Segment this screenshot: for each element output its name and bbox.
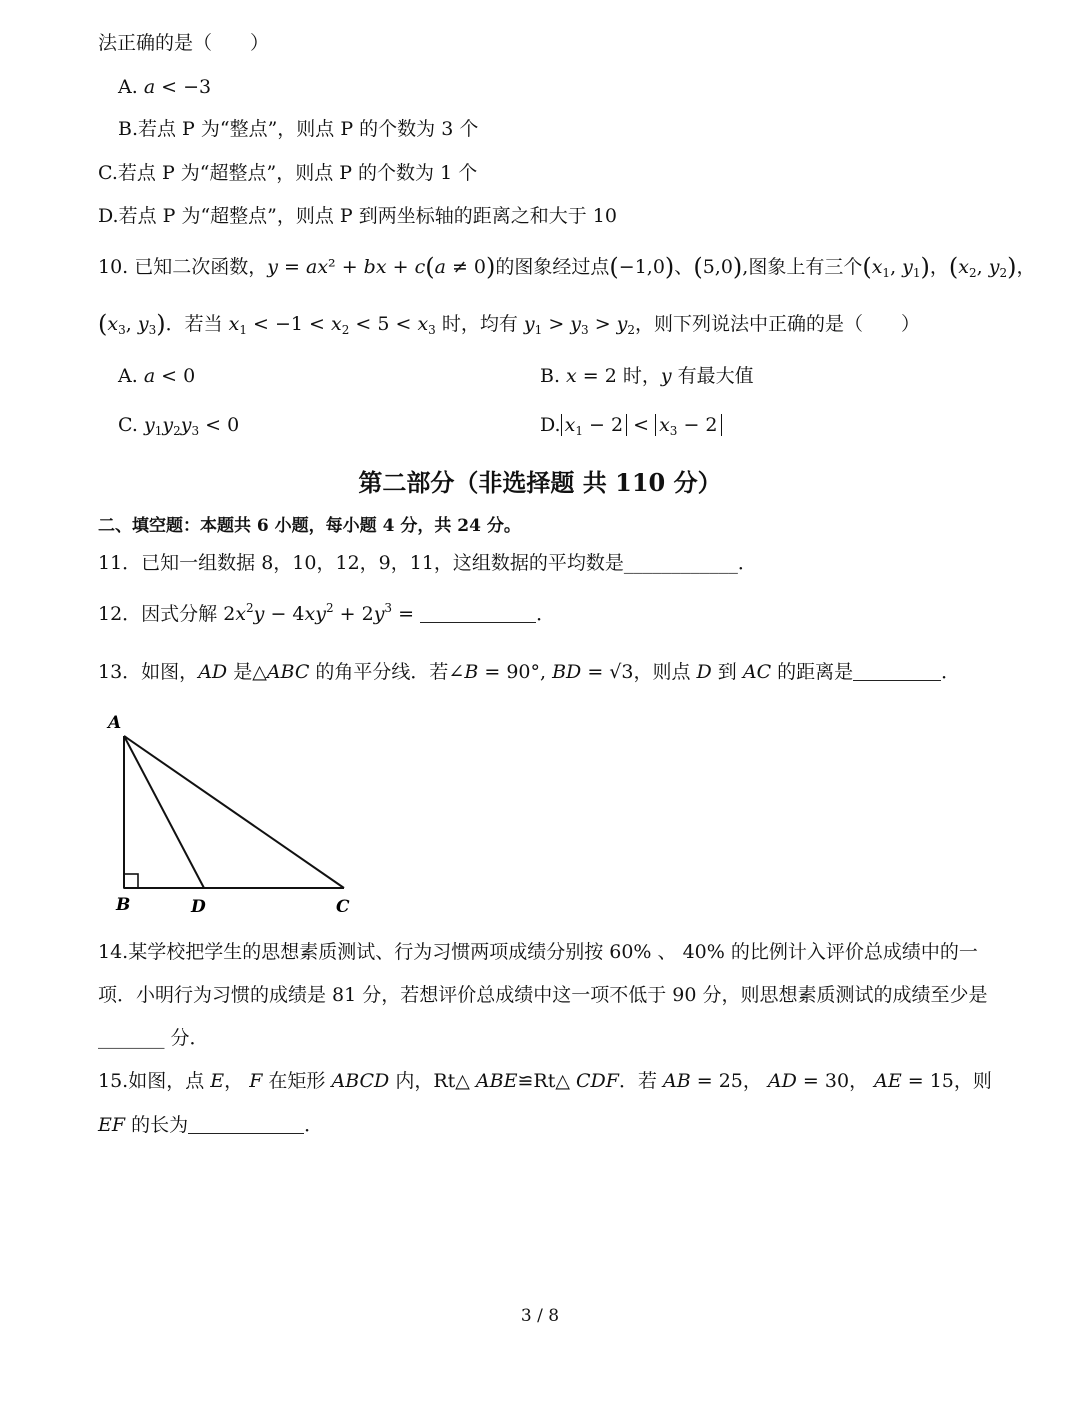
q10-option-b: B. x = 2 时，y 有最大值 [540,365,754,387]
q11: 11．已知一组数据 8，10，12，9，11，这组数据的平均数是____________． [98,552,757,574]
q10-option-a: A. a < 0 [118,365,196,387]
q10-option-d: D. $x_1 - 2 < x_3 - 2$ [540,413,722,437]
q9-tail: 法正确的是（ ） [98,32,270,54]
label-a: A [108,713,122,733]
q9-option-d: D.若点 P 为“超整点”，则点 P 到两坐标轴的距离之和大于 10 [98,205,617,227]
q15-line1: 15.如图，点 E， F 在矩形 ABCD 内，Rt△ ABE≌Rt△ CDF．若 AB = 25， AD = 30， AE = 15，则 [98,1070,992,1092]
q12: 12．因式分解 $2x^2y - 4xy^2 + 2y^3$ = ． [98,601,556,625]
label-c: C [336,897,350,917]
q9-option-a: A. a < −3 [118,76,212,98]
q9-option-c: C.若点 P 为“超整点”，则点 P 的个数为 1 个 [98,162,478,184]
q14-line2: 项．小明行为习惯的成绩是 81 分，若想评价总成绩中这一项不低于 90 分，则思想素质测试的成绩至少是 [98,984,988,1006]
part2-title: 第二部分（非选择题 共 110 分） [358,468,722,497]
q10-line2: ($x_3$, $y_3$)．若当 $x_1 < -1 < x_2 < 5 < x_3$ 时，均有 $y_1 > y_3 > y_2$，则下列说法中正确的是（ ） [98,310,921,338]
section2-heading: 二、填空题：本题共 6 小题，每小题 4 分，共 24 分。 [98,516,521,536]
q13: 13．如图，AD 是△ABC 的角平分线．若∠B = 90°, BD = √3，则点 D 到 AC 的距离是 ． [98,661,961,683]
q9-option-b: B.若点 P 为“整点”，则点 P 的个数为 3 个 [118,118,479,140]
q10-line1: 10. 已知二次函数，y = ax² + bx + c(a ≠ 0)的图象经过点(−1,0)、(5,0),图象上有三个($x_1$, $y_1$)，($x_2$, $y_2$)， [98,253,1036,281]
label-b: B [116,895,131,915]
page-number: 3 / 8 [520,1306,560,1326]
q15-line2: EF 的长为 ． [98,1114,324,1136]
label-d: D [191,897,206,917]
q14-line3: _______ 分． [98,1027,209,1049]
q14-line1: 14.某学校把学生的思想素质测试、行为习惯两项成绩分别按 60% 、 40% 的比例计入评价总成绩中的一 [98,941,978,963]
triangle-figure [100,708,370,918]
q10-option-c: C. $y_1y_2y_3 < 0$ [118,414,240,438]
